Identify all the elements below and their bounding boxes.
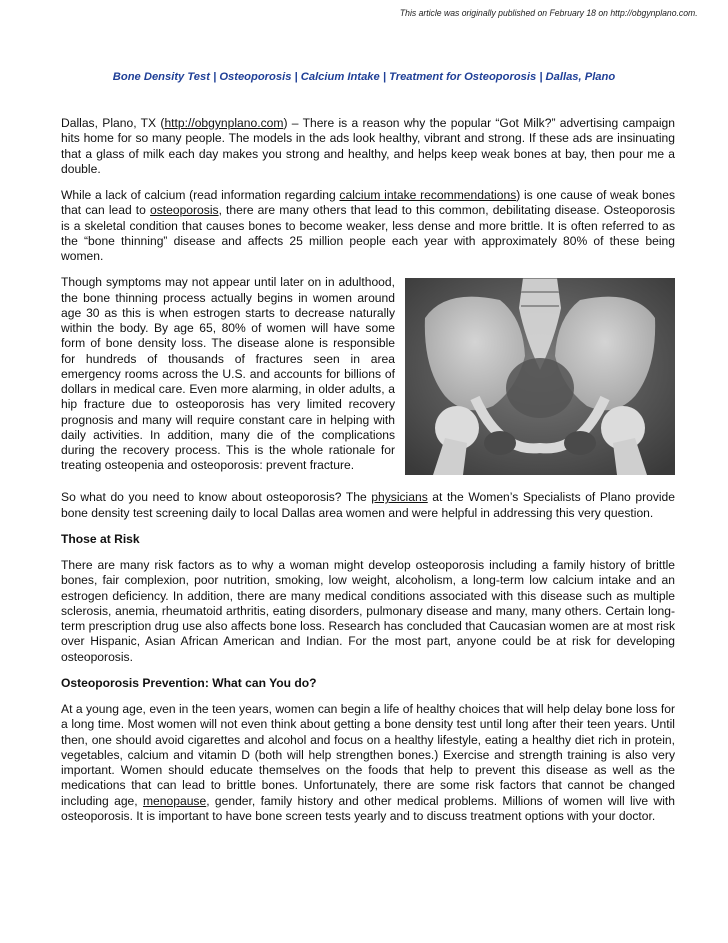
physicians-link[interactable]: physicians: [371, 490, 428, 505]
pelvis-xray-image: [405, 278, 675, 475]
intro-paragraph-2: [61, 188, 675, 264]
intro-p2-text-b: ) is one cause of weak bones that can lead to: [61, 188, 676, 218]
menopause-link[interactable]: menopause: [142, 793, 207, 808]
prevention-text-b: , gender, family history and other medical problems. Millions of women will live with osteoporosis. It is important to have bone screen tests yearly and to discuss treatment options with your doctor.: [61, 793, 675, 823]
risk-paragraph: There are many risk factors as to why a woman might develop osteoporosis including a family history of brittle bones, fair complexion, poor nutrition, smoking, low weight, alcoholism, a long-term low calcium intake and an estrogen deficiency. In addition, there are many medical conditions associated with this disease such as multiple sclerosis, anemia, rheumatoid arthritis, eating disorders, pulmonary disease and many, many others. Certain long-term prescription drug use also affects bone loss. Research has concluded that Caucasian women are at most risk over Hispanic, Asian African American and Indian. For the most part, anyone could be at risk for developing osteoporosis.: [61, 558, 675, 664]
intro-paragraph-1: [61, 116, 675, 177]
prevention-text-a: At a young age, even in the teen years, women can begin a life of healthy choices that will help delay bone loss for a long time. Most women will not even think about getting a bone density test until long after their teen years. Until then, one should avoid cigarettes and alcohol and focus on a healthy lifestyle, eating a healthy diet rich in protein, vegetables, calcium and vitamin D (both will help strengthen bones.) Exercise and strength training is also very important. Women should educate themselves on the foods that help to prevent this disease as well as the medications that can lead to brittle bones. Unfortunately, there are some risk factors that cannot be changed including age,: [61, 702, 675, 808]
intro-p1-text-a: Dallas, Plano, TX (: [61, 116, 165, 130]
header-keywords: Bone Density Test | Osteoporosis | Calcium Intake | Treatment for Osteoporosis | Dallas, Plano: [112, 71, 616, 83]
prevention-paragraph: [61, 702, 675, 824]
osteoporosis-link[interactable]: osteoporosis: [149, 203, 219, 218]
publication-note: This article was originally published on February 18 on http://obgynplano.com.: [400, 7, 698, 18]
intro-p2-text-c: , there are many others that lead to this common, debilitating disease. Osteoporosis is a skeletal condition that causes bones to become weaker, less dense and more brittle. It is often referred to as the “bone thinning” disease and affects 25 million people each year with approximately 80% of these being women.: [61, 203, 675, 263]
intro-p1-text-b: ) – There is a reason why the popular “Got Milk?” advertising campaign hits home for so many people. The models in the ads look healthy, vibrant and strong. If these ads are insinuating that a glass of milk each day makes you strong and healthy, and helps keep weak bones at bay, then pour me a double.: [61, 116, 675, 176]
intro-p2-text-a: While a lack of calcium (read information regarding: [61, 188, 340, 202]
prevention-heading: Osteoporosis Prevention: What can You do?: [61, 675, 317, 690]
symptoms-section: [61, 275, 675, 479]
site-link[interactable]: http://obgynplano.com: [164, 116, 284, 130]
physicians-text-a: So what do you need to know about osteoporosis? The: [61, 490, 372, 505]
physicians-paragraph: [61, 490, 675, 521]
risk-heading: Those at Risk: [61, 531, 140, 546]
article-body: [61, 116, 675, 835]
calcium-intake-link[interactable]: calcium intake recommendations: [339, 188, 517, 202]
symptoms-paragraph: Though symptoms may not appear until later on in adulthood, the bone thinning process actually begins in women around age 30 as this is when estrogen starts to decrease naturally within the body. By age 65, 80% of women will have some form of bone density loss. The disease alone is responsible for hundreds of thousands of fractures seen in area emergency rooms across the U.S. and accounts for billions of dollars in medical care. Even more alarming, in older adults, a hip fracture due to osteoporosis has very limited recovery prognosis and many will require constant care in helping with daily activities. In addition, many die of the complications during the recovery process. This is the whole rationale for treating osteopenia and osteoporosis: prevent fracture.: [61, 275, 395, 473]
physicians-text-b: at the Women’s Specialists of Plano provide bone density test screening daily to local Dallas area women and were helpful in addressing this very question.: [61, 490, 676, 520]
